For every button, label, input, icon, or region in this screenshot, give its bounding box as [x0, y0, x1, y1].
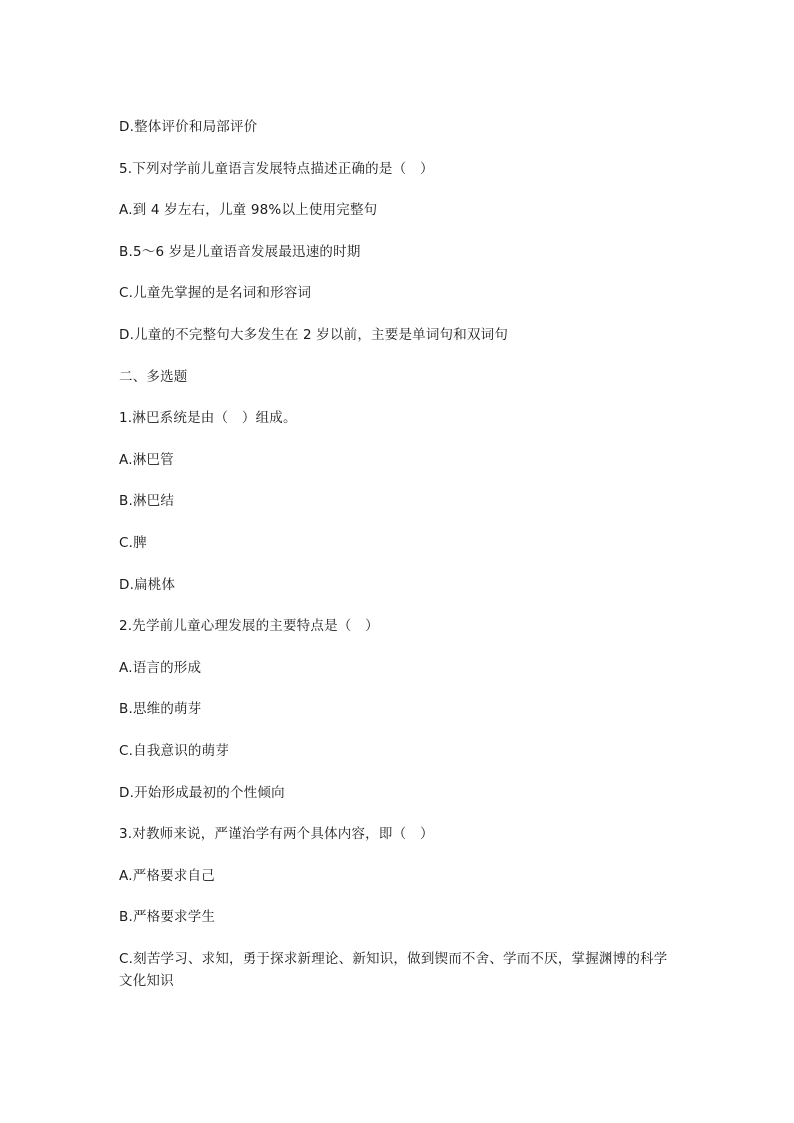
question-2-text: 2.先学前儿童心理发展的主要特点是（ ）: [119, 618, 379, 635]
option-a-text: A.严格要求自己: [119, 867, 215, 884]
option-d-text: D.开始形成最初的个性倾向: [119, 784, 285, 801]
option-d-text: D.扁桃体: [119, 576, 176, 593]
option-d-text: D.整体评价和局部评价: [119, 119, 258, 135]
option-a-text: A.淋巴管: [119, 451, 174, 468]
question-3-text: 3.对教师来说，严谨治学有两个具体内容，即（ ）: [119, 826, 434, 843]
document-body: [119, 116, 679, 992]
option-a-text: A.到 4 岁左右，儿童 98%以上使用完整句: [119, 202, 378, 219]
option-c-text: C.自我意识的萌芽: [119, 742, 230, 759]
question-1-text: 1.淋巴系统是由（ ）组成。: [119, 410, 297, 427]
option-c-text: C.刻苦学习、求知，勇于探求新理论、新知识，做到锲而不舍、学而不厌，掌握渊博的科学文化知识: [119, 950, 668, 989]
question-5-text: 5.下列对学前儿童语言发展特点描述正确的是（ ）: [119, 160, 434, 177]
option-b-text: B.思维的萌芽: [119, 701, 202, 718]
option-b-text: B.淋巴结: [119, 493, 175, 510]
option-c-text: C.脾: [119, 534, 147, 551]
option-b-text: B.5～6 岁是儿童语音发展最迅速的时期: [119, 243, 361, 260]
option-c-text: C.儿童先掌握的是名词和形容词: [119, 285, 312, 302]
option-a-text: A.语言的形成: [119, 659, 202, 676]
option-d-text: D.儿童的不完整句大多发生在 2 岁以前，主要是单词句和双词句: [119, 326, 509, 343]
section-heading: 二、多选题: [119, 368, 188, 385]
option-b-text: B.严格要求学生: [119, 909, 216, 926]
